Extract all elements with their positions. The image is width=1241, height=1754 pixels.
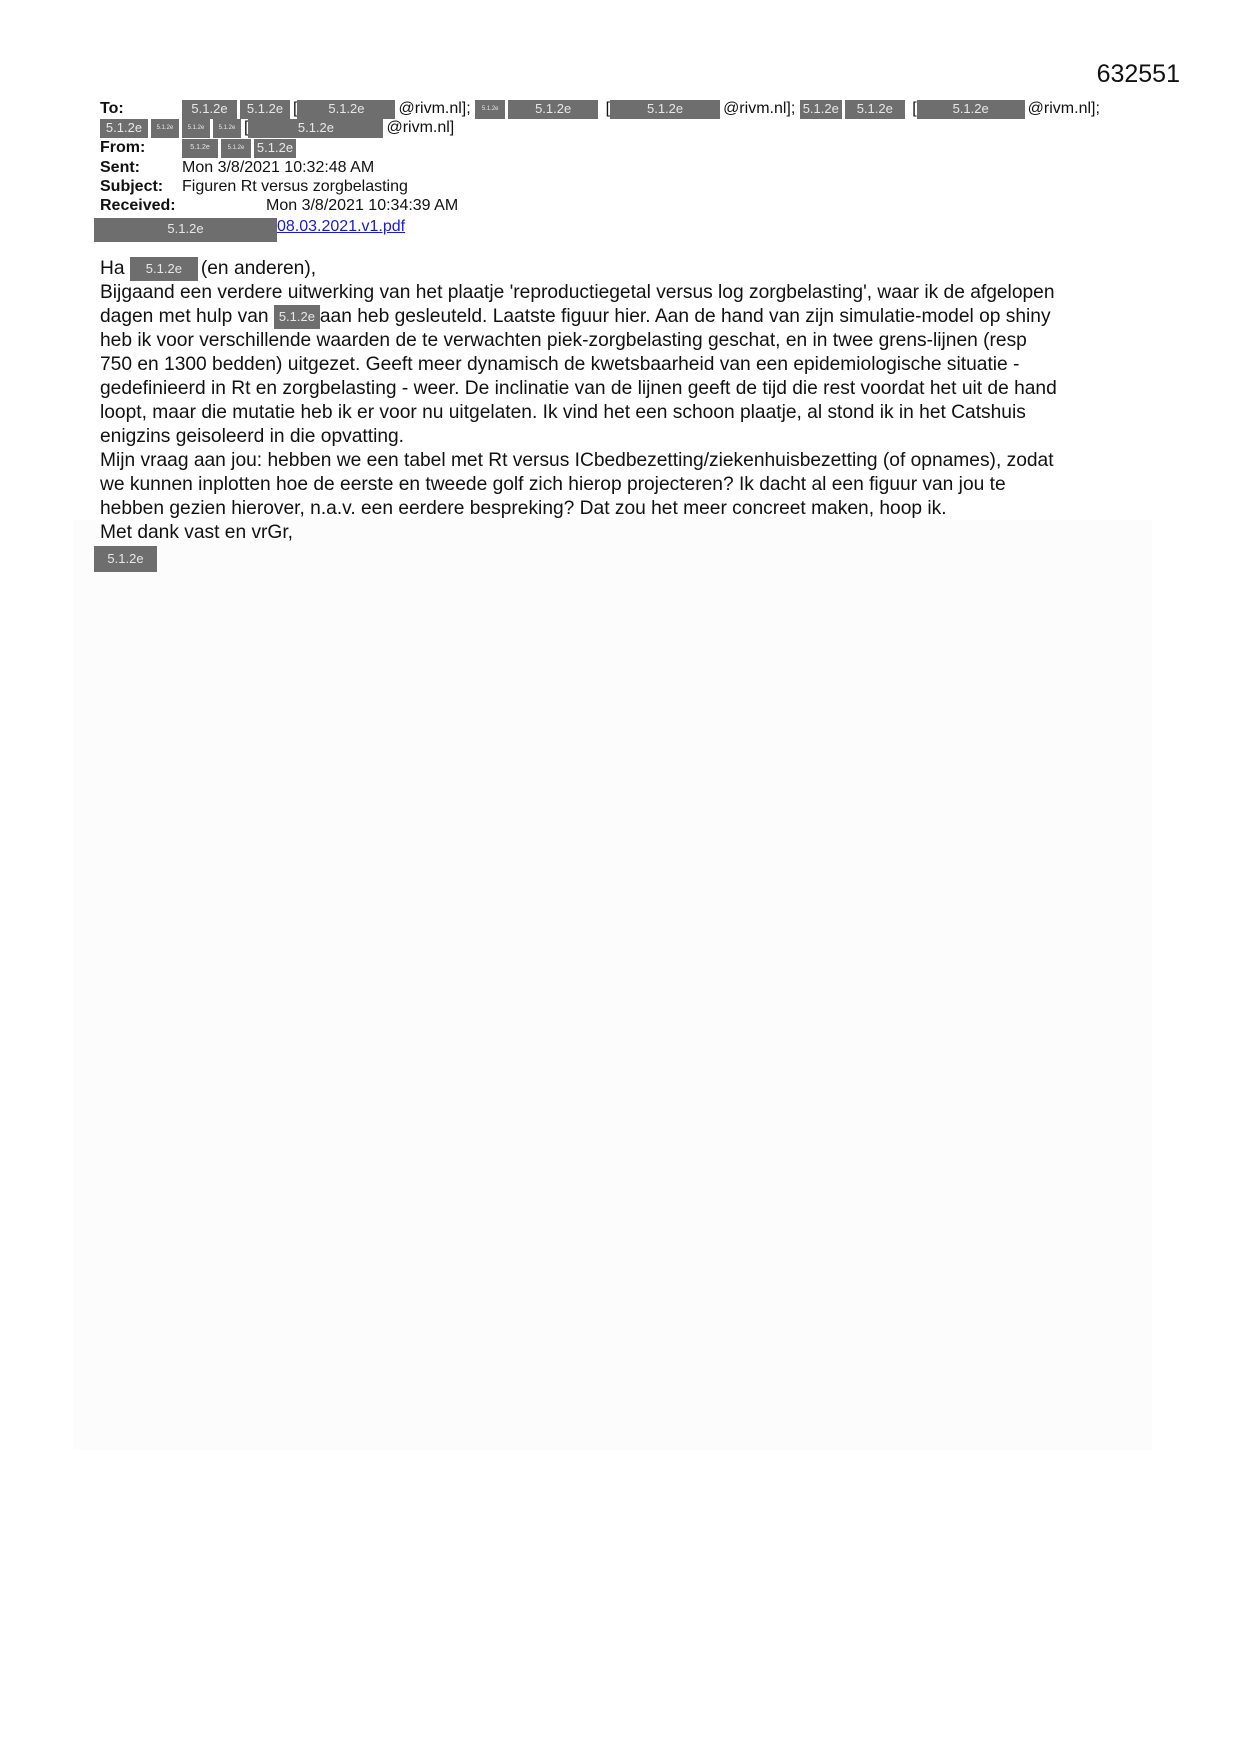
to-label: To: [100, 100, 124, 117]
greeting-suffix: (en anderen), [200, 258, 317, 279]
body-line: Bijgaand een verdere uitwerking van het plaatje 'reproductiegetal versus log zorgbelasting', waar ik de afgelopen [100, 282, 1055, 303]
received-label: Received: [100, 197, 176, 214]
sent-label: Sent: [100, 159, 140, 176]
subject-value: Figuren Rt versus zorgbelasting [182, 178, 408, 195]
to-email-suffix: @rivm.nl]; [723, 100, 796, 117]
greeting-prefix: Ha [100, 258, 125, 279]
redaction-box: 5.1.2e [508, 100, 598, 119]
received-row [100, 197, 458, 215]
email-body [100, 257, 1160, 572]
from-row [100, 139, 299, 158]
paragraph-1 [100, 281, 1160, 449]
closing: Met dank vast en vrGr, [100, 522, 294, 543]
redaction-box: 5.1.2e [213, 119, 241, 138]
redaction-box: 5.1.2e [845, 100, 905, 119]
redaction-box: 5.1.2e [610, 100, 720, 119]
body-line: hebben gezien hierover, n.a.v. een eerdere bespreking? Dat zou het meer concreet maken, hoop ik. [100, 498, 947, 519]
redaction-box: 5.1.2e [182, 119, 210, 138]
body-line: aan heb gesleuteld. Laatste figuur hier. Aan de hand van zijn simulatie-model op shiny [319, 306, 1051, 327]
to-row-continued: 5.1.2e 5.1.2e 5.1.2e 5.1.2e [ 5.1.2e @rivm.nl] [100, 119, 454, 138]
page-background-panel [73, 520, 1152, 1450]
body-line: we kunnen inplotten hoe de eerste en tweede golf zich hierop projecteren? Ik dacht al een figuur van jou te [100, 474, 1006, 495]
redaction-box: 5.1.2e [130, 257, 198, 281]
redaction-box: 5.1.2e [254, 139, 296, 158]
body-line: 750 en 1300 bedden) uitgezet. Geeft meer dynamisch de kwetsbaarheid van een epidemiologische situatie - [100, 354, 1020, 375]
body-line: dagen met hulp van [100, 306, 269, 327]
redaction-box: 5.1.2e [100, 119, 148, 138]
to-email-suffix: @rivm.nl]; [1027, 100, 1100, 117]
to-email-suffix: @rivm.nl] [386, 119, 455, 136]
received-value: Mon 3/8/2021 10:34:39 AM [266, 197, 459, 214]
subject-row [100, 178, 408, 196]
to-email-suffix: @rivm.nl]; [398, 100, 471, 117]
to-row: To: 5.1.2e 5.1.2e [ 5.1.2e @rivm.nl]; 5.1.2e 5.1.2e [ 5.1.2e @rivm.nl]; 5.1.2e 5.1.2e [ 5.1.2e @rivm.nl]; [100, 100, 1100, 117]
redaction-box: 5.1.2e [274, 305, 320, 329]
redaction-box: 5.1.2e [917, 100, 1025, 119]
redaction-box: 5.1.2e [248, 119, 383, 138]
signature-redaction-box: 5.1.2e [94, 546, 157, 572]
redaction-box: 5.1.2e [94, 218, 277, 242]
attachment-row [94, 218, 405, 242]
redaction-box: 5.1.2e [182, 139, 218, 158]
redaction-box: 5.1.2e [240, 100, 290, 119]
redaction-box: 5.1.2e [800, 100, 842, 119]
document-number: 632551 [1096, 60, 1180, 88]
from-label: From: [100, 139, 146, 156]
body-line: enigzins geisoleerd in die opvatting. [100, 426, 405, 447]
redaction-box: 5.1.2e [151, 119, 179, 138]
redaction-box: 5.1.2e [475, 100, 505, 119]
sent-row [100, 159, 374, 177]
attachment-link[interactable]: 08.03.2021.v1.pdf [277, 218, 406, 235]
greeting [100, 257, 1160, 281]
body-line: gedefinieerd in Rt en zorgbelasting - weer. De inclinatie van de lijnen geeft de tijd die rest voordat het uit de hand [100, 378, 1057, 399]
sent-value: Mon 3/8/2021 10:32:48 AM [182, 159, 375, 176]
redaction-box: 5.1.2e [297, 100, 395, 119]
redaction-box: 5.1.2e [182, 100, 237, 119]
paragraph-2 [100, 449, 1160, 521]
body-line: loopt, maar die mutatie heb ik er voor nu uitgelaten. Ik vind het een schoon plaatje, al stond ik in het Catshuis [100, 402, 1026, 423]
subject-label: Subject: [100, 178, 164, 195]
body-line: Mijn vraag aan jou: hebben we een tabel met Rt versus ICbedbezetting/ziekenhuisbezetting (of opnames), zodat [100, 450, 1054, 471]
redaction-box: 5.1.2e [221, 139, 251, 158]
body-line: heb ik voor verschillende waarden de te verwachten piek-zorgbelasting geschat, en in twee grens-lijnen (resp [100, 330, 1027, 351]
